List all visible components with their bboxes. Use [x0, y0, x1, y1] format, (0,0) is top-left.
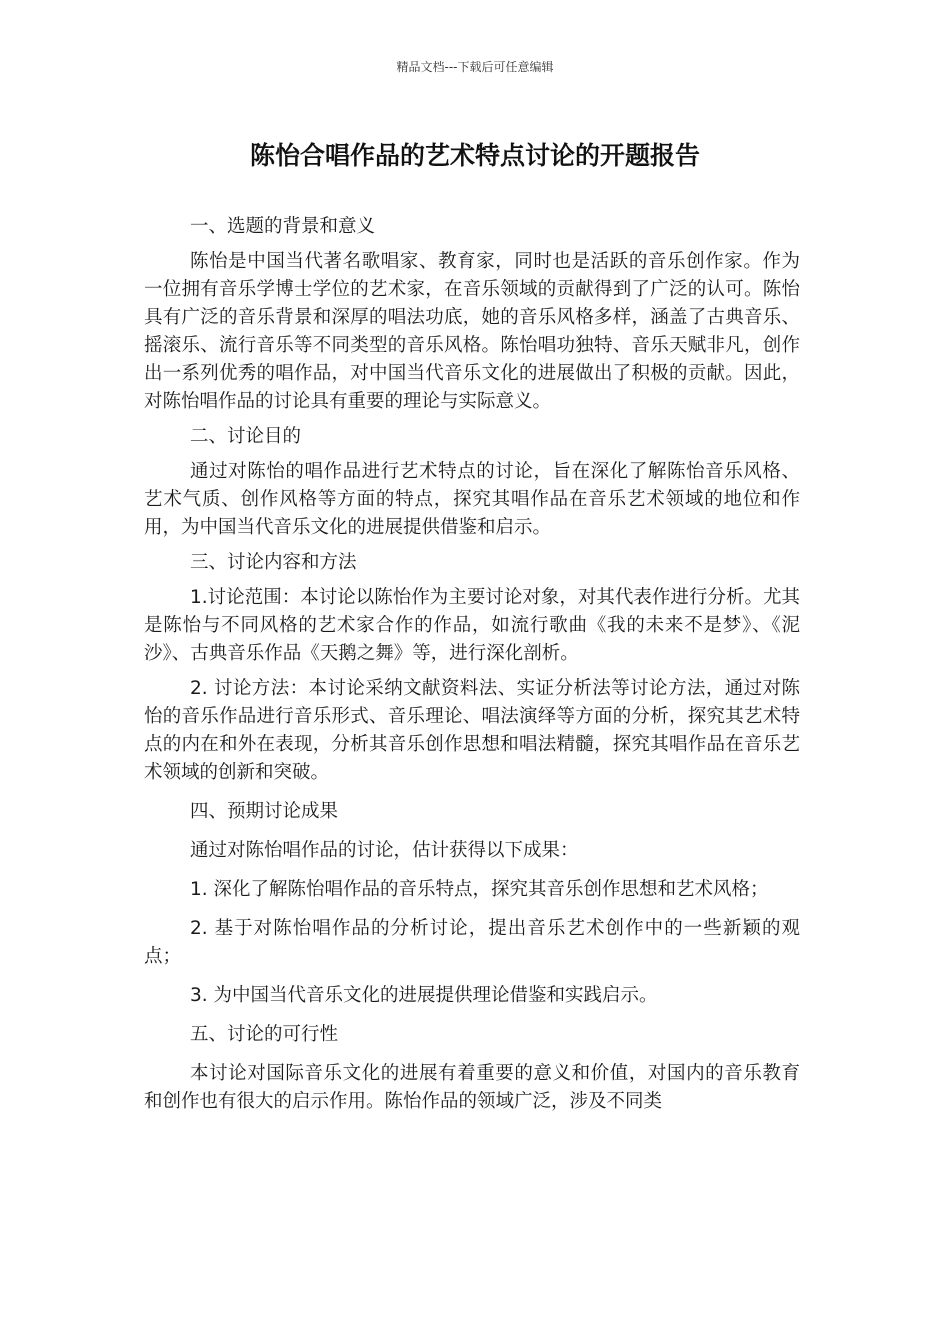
- paragraph-results-intro: 通过对陈怡唱作品的讨论，估计获得以下成果：: [190, 840, 579, 861]
- document-title: 陈怡合唱作品的艺术特点讨论的开题报告: [249, 141, 700, 170]
- section-heading-purpose: 二、讨论目的: [190, 426, 302, 447]
- section-heading-background: 一、选题的背景和意义: [190, 216, 376, 237]
- section-heading-expected-results: 四、预期讨论成果: [190, 801, 339, 822]
- paragraph-feasibility: 本讨论对国际音乐文化的进展有着重要的意义和价值，对国内的音乐教育和创作也有很大的启示作用。陈怡作品的领域广泛，涉及不同类: [144, 1063, 800, 1112]
- section-heading-content-method: 三、讨论内容和方法: [190, 552, 357, 573]
- document-body: [144, 213, 800, 1116]
- section-heading-feasibility: 五、讨论的可行性: [190, 1024, 339, 1045]
- paragraph-scope: 1.讨论范围：本讨论以陈怡作为主要讨论对象，对其代表作进行分析。尤其是陈怡与不同风格的艺术家合作的作品，如流行歌曲《我的未来不是梦》、《泥沙》、古典音乐作品《天鹅之舞》等，进行深化剖析。: [144, 587, 800, 664]
- paragraph-purpose: 通过对陈怡的唱作品进行艺术特点的讨论，旨在深化了解陈怡音乐风格、艺术气质、创作风格等方面的特点，探究其唱作品在音乐艺术领域的地位和作用，为中国当代音乐文化的进展提供借鉴和启示。: [144, 461, 800, 538]
- paragraph-method: 2. 讨论方法：本讨论采纳文献资料法、实证分析法等讨论方法，通过对陈怡的音乐作品进行音乐形式、音乐理论、唱法演绎等方面的分析，探究其艺术特点的内在和外在表现，分析其音乐创作思想和唱法精髓，探究其唱作品在音乐艺术领域的创新和突破。: [144, 678, 800, 783]
- result-item-2: 2. 基于对陈怡唱作品的分析讨论，提出音乐艺术创作中的一些新颖的观点；: [144, 918, 800, 967]
- result-item-1: 1. 深化了解陈怡唱作品的音乐特点，探究其音乐创作思想和艺术风格；: [190, 879, 769, 900]
- result-item-3: 3. 为中国当代音乐文化的进展提供理论借鉴和实践启示。: [190, 985, 658, 1006]
- paragraph-background: 陈怡是中国当代著名歌唱家、教育家，同时也是活跃的音乐创作家。作为一位拥有音乐学博士学位的艺术家，在音乐领域的贡献得到了广泛的认可。陈怡具有广泛的音乐背景和深厚的唱法功底，她的音乐风格多样，涵盖了古典音乐、摇滚乐、流行音乐等不同类型的音乐风格。陈怡唱功独特、音乐天赋非凡，创作出一系列优秀的唱作品，对中国当代音乐文化的进展做出了积极的贡献。因此，对陈怡唱作品的讨论具有重要的理论与实际意义。: [144, 251, 800, 412]
- header-note: 精品文档---下载后可任意编辑: [396, 60, 554, 74]
